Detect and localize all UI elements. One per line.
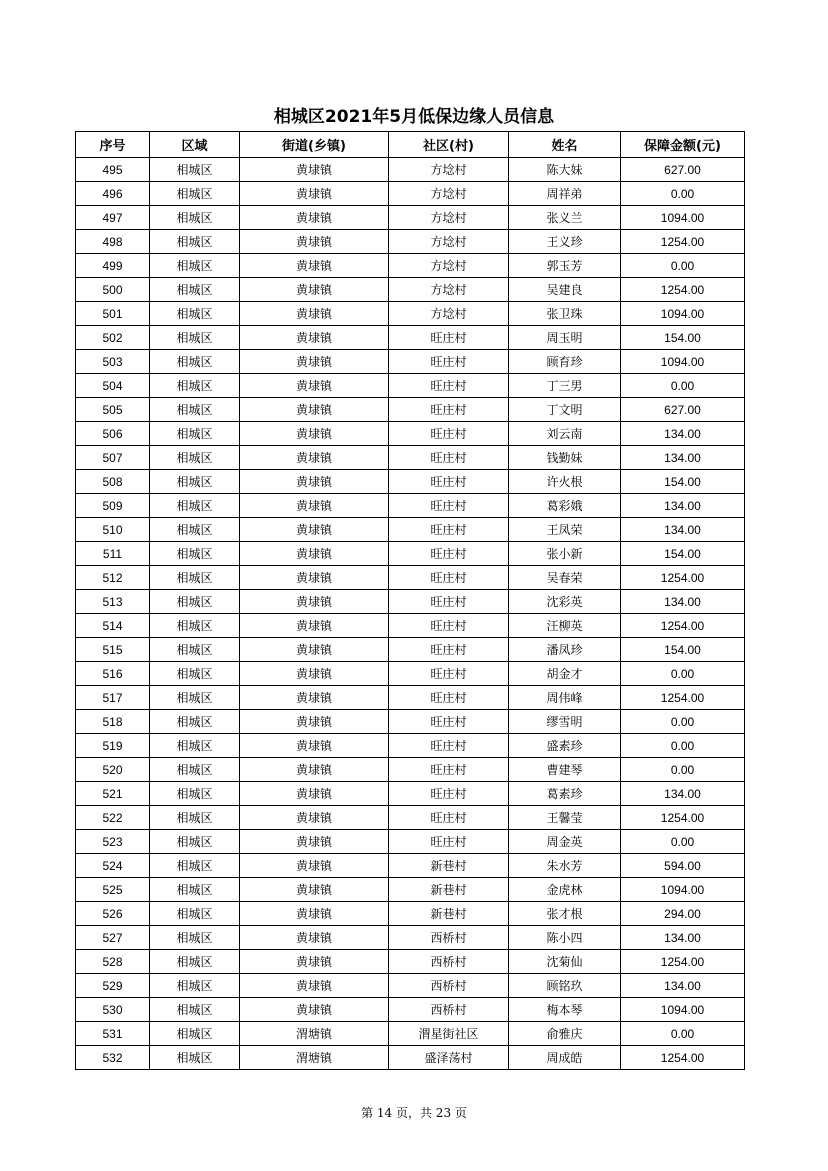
name-cell: 周成皓 <box>509 1046 621 1070</box>
amount-cell: 0.00 <box>621 374 745 398</box>
town-cell: 黄埭镇 <box>240 926 389 950</box>
village-cell: 旺庄村 <box>389 446 509 470</box>
amount-cell: 594.00 <box>621 854 745 878</box>
table-row <box>76 398 745 422</box>
table-row <box>76 614 745 638</box>
village-cell: 渭星街社区 <box>389 1022 509 1046</box>
amount-cell: 0.00 <box>621 710 745 734</box>
village-cell: 旺庄村 <box>389 518 509 542</box>
village-cell: 方埝村 <box>389 206 509 230</box>
table-row <box>76 446 745 470</box>
district-cell: 相城区 <box>150 902 240 926</box>
village-cell: 方埝村 <box>389 182 509 206</box>
table-row <box>76 422 745 446</box>
col-header-amount: 保障金额(元) <box>621 132 745 158</box>
row-index: 496 <box>76 182 150 206</box>
name-cell: 朱水芳 <box>509 854 621 878</box>
district-cell: 相城区 <box>150 974 240 998</box>
district-cell: 相城区 <box>150 518 240 542</box>
town-cell: 黄埭镇 <box>240 350 389 374</box>
row-index: 520 <box>76 758 150 782</box>
table-row <box>76 926 745 950</box>
village-cell: 旺庄村 <box>389 662 509 686</box>
table-row <box>76 518 745 542</box>
table-row <box>76 998 745 1022</box>
village-cell: 旺庄村 <box>389 566 509 590</box>
town-cell: 黄埭镇 <box>240 758 389 782</box>
name-cell: 刘云南 <box>509 422 621 446</box>
district-cell: 相城区 <box>150 206 240 230</box>
district-cell: 相城区 <box>150 782 240 806</box>
table-row <box>76 566 745 590</box>
town-cell: 黄埭镇 <box>240 734 389 758</box>
name-cell: 顾育珍 <box>509 350 621 374</box>
table-row <box>76 686 745 710</box>
town-cell: 黄埭镇 <box>240 686 389 710</box>
village-cell: 旺庄村 <box>389 374 509 398</box>
page-title: 相城区2021年5月低保边缘人员信息 <box>273 107 555 127</box>
table-row <box>76 806 745 830</box>
district-cell: 相城区 <box>150 494 240 518</box>
district-cell: 相城区 <box>150 998 240 1022</box>
name-cell: 王馨莹 <box>509 806 621 830</box>
name-cell: 曹建琴 <box>509 758 621 782</box>
table-row <box>76 638 745 662</box>
district-cell: 相城区 <box>150 614 240 638</box>
amount-cell: 1254.00 <box>621 614 745 638</box>
town-cell: 黄埭镇 <box>240 878 389 902</box>
name-cell: 汪柳英 <box>509 614 621 638</box>
name-cell: 顾铭玖 <box>509 974 621 998</box>
page-footer: 第 14 页，共 23 页 <box>361 1106 467 1120</box>
row-index: 505 <box>76 398 150 422</box>
name-cell: 金虎林 <box>509 878 621 902</box>
table-row <box>76 782 745 806</box>
district-cell: 相城区 <box>150 470 240 494</box>
village-cell: 新巷村 <box>389 878 509 902</box>
name-cell: 钱勤妹 <box>509 446 621 470</box>
row-index: 497 <box>76 206 150 230</box>
amount-cell: 134.00 <box>621 926 745 950</box>
village-cell: 西桥村 <box>389 950 509 974</box>
row-index: 532 <box>76 1046 150 1070</box>
row-index: 507 <box>76 446 150 470</box>
table-row <box>76 278 745 302</box>
town-cell: 黄埭镇 <box>240 518 389 542</box>
row-index: 527 <box>76 926 150 950</box>
row-index: 509 <box>76 494 150 518</box>
row-index: 526 <box>76 902 150 926</box>
town-cell: 黄埭镇 <box>240 254 389 278</box>
col-header-town: 街道(乡镇) <box>240 132 389 158</box>
row-index: 512 <box>76 566 150 590</box>
amount-cell: 1254.00 <box>621 278 745 302</box>
district-cell: 相城区 <box>150 854 240 878</box>
district-cell: 相城区 <box>150 182 240 206</box>
table-row <box>76 158 745 182</box>
name-cell: 王义珍 <box>509 230 621 254</box>
name-cell: 吴春荣 <box>509 566 621 590</box>
village-cell: 旺庄村 <box>389 686 509 710</box>
col-header-index: 序号 <box>76 132 150 158</box>
name-cell: 周金英 <box>509 830 621 854</box>
name-cell: 陈大妹 <box>509 158 621 182</box>
town-cell: 黄埭镇 <box>240 422 389 446</box>
name-cell: 丁三男 <box>509 374 621 398</box>
amount-cell: 0.00 <box>621 182 745 206</box>
village-cell: 旺庄村 <box>389 710 509 734</box>
district-cell: 相城区 <box>150 230 240 254</box>
name-cell: 梅本琴 <box>509 998 621 1022</box>
row-index: 499 <box>76 254 150 278</box>
district-cell: 相城区 <box>150 686 240 710</box>
town-cell: 渭塘镇 <box>240 1046 389 1070</box>
amount-cell: 0.00 <box>621 254 745 278</box>
town-cell: 黄埭镇 <box>240 278 389 302</box>
village-cell: 盛泽荡村 <box>389 1046 509 1070</box>
village-cell: 旺庄村 <box>389 758 509 782</box>
village-cell: 旺庄村 <box>389 830 509 854</box>
name-cell: 张义兰 <box>509 206 621 230</box>
district-cell: 相城区 <box>150 326 240 350</box>
name-cell: 俞雅庆 <box>509 1022 621 1046</box>
row-index: 506 <box>76 422 150 446</box>
amount-cell: 1094.00 <box>621 206 745 230</box>
row-index: 508 <box>76 470 150 494</box>
row-index: 514 <box>76 614 150 638</box>
amount-cell: 1254.00 <box>621 806 745 830</box>
amount-cell: 154.00 <box>621 638 745 662</box>
name-cell: 缪雪明 <box>509 710 621 734</box>
table-body <box>76 158 745 1070</box>
row-index: 531 <box>76 1022 150 1046</box>
town-cell: 黄埭镇 <box>240 206 389 230</box>
town-cell: 黄埭镇 <box>240 710 389 734</box>
village-cell: 旺庄村 <box>389 494 509 518</box>
village-cell: 新巷村 <box>389 902 509 926</box>
table-row <box>76 854 745 878</box>
town-cell: 黄埭镇 <box>240 854 389 878</box>
col-header-village: 社区(村) <box>389 132 509 158</box>
amount-cell: 1254.00 <box>621 686 745 710</box>
district-cell: 相城区 <box>150 566 240 590</box>
village-cell: 新巷村 <box>389 854 509 878</box>
district-cell: 相城区 <box>150 1046 240 1070</box>
district-cell: 相城区 <box>150 278 240 302</box>
table-row <box>76 830 745 854</box>
village-cell: 旺庄村 <box>389 638 509 662</box>
village-cell: 旺庄村 <box>389 542 509 566</box>
table-row <box>76 1022 745 1046</box>
village-cell: 旺庄村 <box>389 806 509 830</box>
district-cell: 相城区 <box>150 734 240 758</box>
amount-cell: 134.00 <box>621 518 745 542</box>
name-cell: 吴建良 <box>509 278 621 302</box>
name-cell: 胡金才 <box>509 662 621 686</box>
roster-table <box>75 131 745 1070</box>
amount-cell: 0.00 <box>621 830 745 854</box>
town-cell: 黄埭镇 <box>240 566 389 590</box>
name-cell: 周祥弟 <box>509 182 621 206</box>
amount-cell: 0.00 <box>621 734 745 758</box>
row-index: 504 <box>76 374 150 398</box>
district-cell: 相城区 <box>150 758 240 782</box>
table-row <box>76 662 745 686</box>
amount-cell: 1094.00 <box>621 350 745 374</box>
row-index: 530 <box>76 998 150 1022</box>
name-cell: 葛彩娥 <box>509 494 621 518</box>
town-cell: 黄埭镇 <box>240 326 389 350</box>
amount-cell: 0.00 <box>621 758 745 782</box>
amount-cell: 0.00 <box>621 662 745 686</box>
district-cell: 相城区 <box>150 158 240 182</box>
village-cell: 方埝村 <box>389 158 509 182</box>
village-cell: 旺庄村 <box>389 422 509 446</box>
village-cell: 方埝村 <box>389 302 509 326</box>
district-cell: 相城区 <box>150 878 240 902</box>
name-cell: 郭玉芳 <box>509 254 621 278</box>
table-row <box>76 542 745 566</box>
village-cell: 旺庄村 <box>389 590 509 614</box>
name-cell: 张卫珠 <box>509 302 621 326</box>
village-cell: 旺庄村 <box>389 470 509 494</box>
table-row <box>76 902 745 926</box>
name-cell: 许火根 <box>509 470 621 494</box>
table-row <box>76 326 745 350</box>
name-cell: 潘凤珍 <box>509 638 621 662</box>
row-index: 503 <box>76 350 150 374</box>
village-cell: 旺庄村 <box>389 734 509 758</box>
row-index: 501 <box>76 302 150 326</box>
village-cell: 西桥村 <box>389 974 509 998</box>
village-cell: 旺庄村 <box>389 614 509 638</box>
village-cell: 方埝村 <box>389 254 509 278</box>
table-row <box>76 758 745 782</box>
town-cell: 黄埭镇 <box>240 158 389 182</box>
town-cell: 黄埭镇 <box>240 398 389 422</box>
row-index: 518 <box>76 710 150 734</box>
name-cell: 陈小四 <box>509 926 621 950</box>
amount-cell: 134.00 <box>621 446 745 470</box>
amount-cell: 1254.00 <box>621 1046 745 1070</box>
table-row <box>76 974 745 998</box>
name-cell: 周伟峰 <box>509 686 621 710</box>
town-cell: 黄埭镇 <box>240 638 389 662</box>
table-row <box>76 710 745 734</box>
district-cell: 相城区 <box>150 926 240 950</box>
row-index: 495 <box>76 158 150 182</box>
town-cell: 黄埭镇 <box>240 446 389 470</box>
table-row <box>76 206 745 230</box>
table-row <box>76 878 745 902</box>
town-cell: 黄埭镇 <box>240 230 389 254</box>
village-cell: 旺庄村 <box>389 782 509 806</box>
town-cell: 渭塘镇 <box>240 1022 389 1046</box>
col-header-district: 区域 <box>150 132 240 158</box>
row-index: 528 <box>76 950 150 974</box>
table-row <box>76 590 745 614</box>
row-index: 517 <box>76 686 150 710</box>
amount-cell: 134.00 <box>621 974 745 998</box>
town-cell: 黄埭镇 <box>240 182 389 206</box>
row-index: 525 <box>76 878 150 902</box>
row-index: 502 <box>76 326 150 350</box>
amount-cell: 134.00 <box>621 494 745 518</box>
row-index: 515 <box>76 638 150 662</box>
town-cell: 黄埭镇 <box>240 614 389 638</box>
table-row <box>76 254 745 278</box>
row-index: 511 <box>76 542 150 566</box>
row-index: 516 <box>76 662 150 686</box>
district-cell: 相城区 <box>150 638 240 662</box>
district-cell: 相城区 <box>150 950 240 974</box>
amount-cell: 134.00 <box>621 422 745 446</box>
name-cell: 沈彩英 <box>509 590 621 614</box>
row-index: 510 <box>76 518 150 542</box>
town-cell: 黄埭镇 <box>240 950 389 974</box>
row-index: 500 <box>76 278 150 302</box>
town-cell: 黄埭镇 <box>240 494 389 518</box>
district-cell: 相城区 <box>150 590 240 614</box>
town-cell: 黄埭镇 <box>240 662 389 686</box>
amount-cell: 1094.00 <box>621 302 745 326</box>
name-cell: 丁文明 <box>509 398 621 422</box>
table-row <box>76 1046 745 1070</box>
row-index: 522 <box>76 806 150 830</box>
town-cell: 黄埭镇 <box>240 302 389 326</box>
village-cell: 方埝村 <box>389 230 509 254</box>
town-cell: 黄埭镇 <box>240 782 389 806</box>
district-cell: 相城区 <box>150 830 240 854</box>
table-row <box>76 302 745 326</box>
row-index: 524 <box>76 854 150 878</box>
district-cell: 相城区 <box>150 422 240 446</box>
row-index: 513 <box>76 590 150 614</box>
town-cell: 黄埭镇 <box>240 470 389 494</box>
amount-cell: 627.00 <box>621 398 745 422</box>
district-cell: 相城区 <box>150 350 240 374</box>
village-cell: 旺庄村 <box>389 398 509 422</box>
district-cell: 相城区 <box>150 446 240 470</box>
amount-cell: 1254.00 <box>621 950 745 974</box>
name-cell: 张小新 <box>509 542 621 566</box>
town-cell: 黄埭镇 <box>240 374 389 398</box>
district-cell: 相城区 <box>150 710 240 734</box>
row-index: 523 <box>76 830 150 854</box>
amount-cell: 134.00 <box>621 590 745 614</box>
row-index: 529 <box>76 974 150 998</box>
amount-cell: 154.00 <box>621 326 745 350</box>
table-row <box>76 182 745 206</box>
name-cell: 葛素珍 <box>509 782 621 806</box>
town-cell: 黄埭镇 <box>240 902 389 926</box>
village-cell: 旺庄村 <box>389 326 509 350</box>
amount-cell: 154.00 <box>621 470 745 494</box>
name-cell: 沈菊仙 <box>509 950 621 974</box>
town-cell: 黄埭镇 <box>240 974 389 998</box>
district-cell: 相城区 <box>150 254 240 278</box>
town-cell: 黄埭镇 <box>240 590 389 614</box>
table-row <box>76 374 745 398</box>
row-index: 519 <box>76 734 150 758</box>
table-row <box>76 230 745 254</box>
village-cell: 旺庄村 <box>389 350 509 374</box>
district-cell: 相城区 <box>150 302 240 326</box>
district-cell: 相城区 <box>150 806 240 830</box>
amount-cell: 294.00 <box>621 902 745 926</box>
district-cell: 相城区 <box>150 374 240 398</box>
amount-cell: 627.00 <box>621 158 745 182</box>
table-row <box>76 470 745 494</box>
amount-cell: 1254.00 <box>621 230 745 254</box>
district-cell: 相城区 <box>150 542 240 566</box>
table-row <box>76 350 745 374</box>
district-cell: 相城区 <box>150 398 240 422</box>
village-cell: 方埝村 <box>389 278 509 302</box>
town-cell: 黄埭镇 <box>240 998 389 1022</box>
name-cell: 张才根 <box>509 902 621 926</box>
amount-cell: 154.00 <box>621 542 745 566</box>
district-cell: 相城区 <box>150 1022 240 1046</box>
town-cell: 黄埭镇 <box>240 830 389 854</box>
village-cell: 西桥村 <box>389 926 509 950</box>
table-row <box>76 950 745 974</box>
amount-cell: 0.00 <box>621 1022 745 1046</box>
amount-cell: 134.00 <box>621 782 745 806</box>
table-row <box>76 494 745 518</box>
village-cell: 西桥村 <box>389 998 509 1022</box>
district-cell: 相城区 <box>150 662 240 686</box>
table-row <box>76 734 745 758</box>
town-cell: 黄埭镇 <box>240 806 389 830</box>
name-cell: 王凤荣 <box>509 518 621 542</box>
name-cell: 周玉明 <box>509 326 621 350</box>
town-cell: 黄埭镇 <box>240 542 389 566</box>
amount-cell: 1094.00 <box>621 878 745 902</box>
amount-cell: 1254.00 <box>621 566 745 590</box>
row-index: 498 <box>76 230 150 254</box>
header-row <box>76 132 745 158</box>
amount-cell: 1094.00 <box>621 998 745 1022</box>
name-cell: 盛素珍 <box>509 734 621 758</box>
col-header-name: 姓名 <box>509 132 621 158</box>
row-index: 521 <box>76 782 150 806</box>
